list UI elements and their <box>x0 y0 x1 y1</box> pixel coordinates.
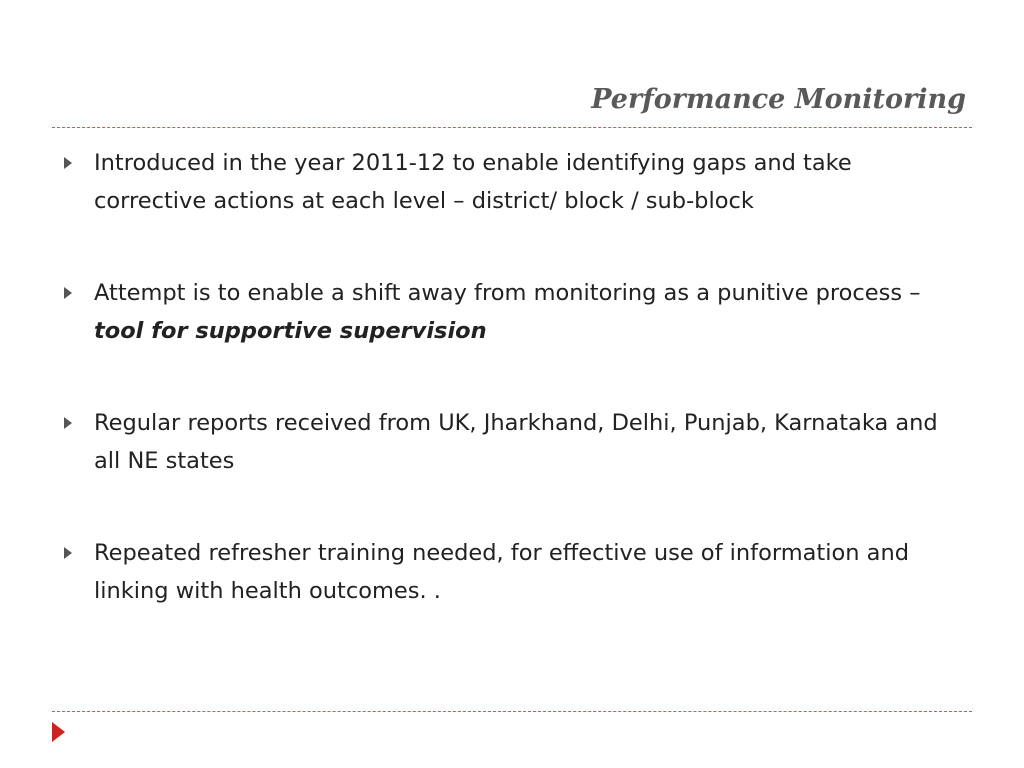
bullet-text: Introduced in the year 2011-12 to enable identifying gaps and take corrective actions at each level – district/ block / sub-block <box>94 150 852 214</box>
triangle-right-icon <box>64 287 72 299</box>
triangle-right-icon <box>64 417 72 429</box>
bullet-item <box>60 534 960 610</box>
top-divider <box>52 127 972 128</box>
triangle-right-icon <box>64 157 72 169</box>
bullet-text: Attempt is to enable a shift away from monitoring as a punitive process – <box>94 280 921 306</box>
bullet-text: Regular reports received from UK, Jharkhand, Delhi, Punjab, Karnataka and all NE states <box>94 410 938 474</box>
bullet-item <box>60 274 960 350</box>
bullet-item <box>60 144 960 220</box>
bullet-emphasis: tool for supportive supervision <box>94 318 487 344</box>
bottom-divider <box>52 711 972 712</box>
bullet-list <box>60 144 960 610</box>
bullet-item <box>60 404 960 480</box>
bullet-text: Repeated refresher training needed, for effective use of information and linking with health outcomes. . <box>94 540 909 604</box>
red-triangle-arrow-icon <box>52 722 65 742</box>
triangle-right-icon <box>64 547 72 559</box>
slide-title: Performance Monitoring <box>591 84 966 115</box>
